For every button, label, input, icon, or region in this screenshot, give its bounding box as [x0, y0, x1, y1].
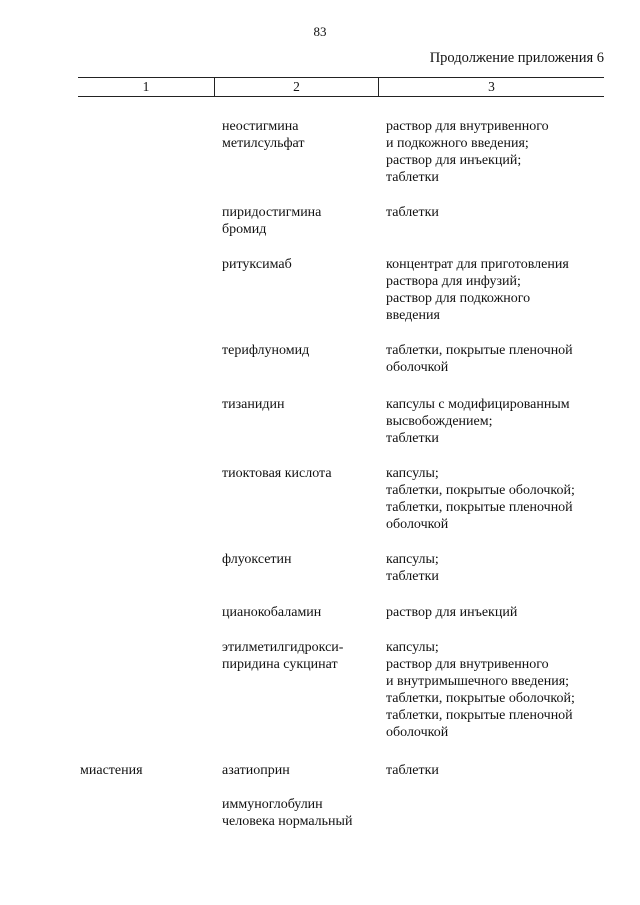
- header-col-1: 1: [78, 78, 215, 96]
- drug-cell: этилметилгидрокси- пиридина сукцинат: [222, 640, 344, 672]
- dosage-form-cell: капсулы; таблетки, покрытые оболочкой; таблетки, покрытые пленочной оболочкой: [386, 466, 575, 532]
- dosage-form-cell: таблетки, покрытые пленочной оболочкой: [386, 343, 573, 375]
- disease-cell: миастения: [80, 763, 143, 778]
- dosage-form-cell: капсулы; раствор для внутривенного и внутримышечного введения; таблетки, покрытые оболочкой; таблетки, покрытые пленочной оболочкой: [386, 640, 575, 740]
- drug-cell: иммуноглобулин человека нормальный: [222, 797, 353, 829]
- drug-cell: неостигмина метилсульфат: [222, 119, 305, 151]
- continuation-label: Продолжение приложения 6: [429, 50, 604, 66]
- header-col-3: 3: [488, 79, 495, 94]
- dosage-form-cell: капсулы; таблетки: [386, 552, 439, 584]
- drug-cell: тизанидин: [222, 397, 285, 412]
- dosage-form-cell: таблетки: [386, 763, 439, 778]
- header-col-2: 2: [215, 78, 379, 96]
- drug-cell: тиоктовая кислота: [222, 466, 332, 481]
- drug-cell: цианокобаламин: [222, 605, 322, 620]
- drug-cell: ритуксимаб: [222, 257, 292, 272]
- drug-cell: азатиоприн: [222, 763, 290, 778]
- drug-cell: флуоксетин: [222, 552, 292, 567]
- dosage-form-cell: раствор для внутривенного и подкожного введения; раствор для инъекций; таблетки: [386, 119, 549, 185]
- dosage-form-cell: таблетки: [386, 205, 439, 220]
- dosage-form-cell: концентрат для приготовления раствора для инфузий; раствор для подкожного введения: [386, 257, 569, 323]
- dosage-form-cell: капсулы с модифицированным высвобождением; таблетки: [386, 397, 570, 446]
- drug-cell: терифлуномид: [222, 343, 310, 358]
- drug-cell: пиридостигмина бромид: [222, 205, 322, 237]
- page-number: 83: [313, 24, 327, 39]
- dosage-form-cell: раствор для инъекций: [386, 605, 518, 620]
